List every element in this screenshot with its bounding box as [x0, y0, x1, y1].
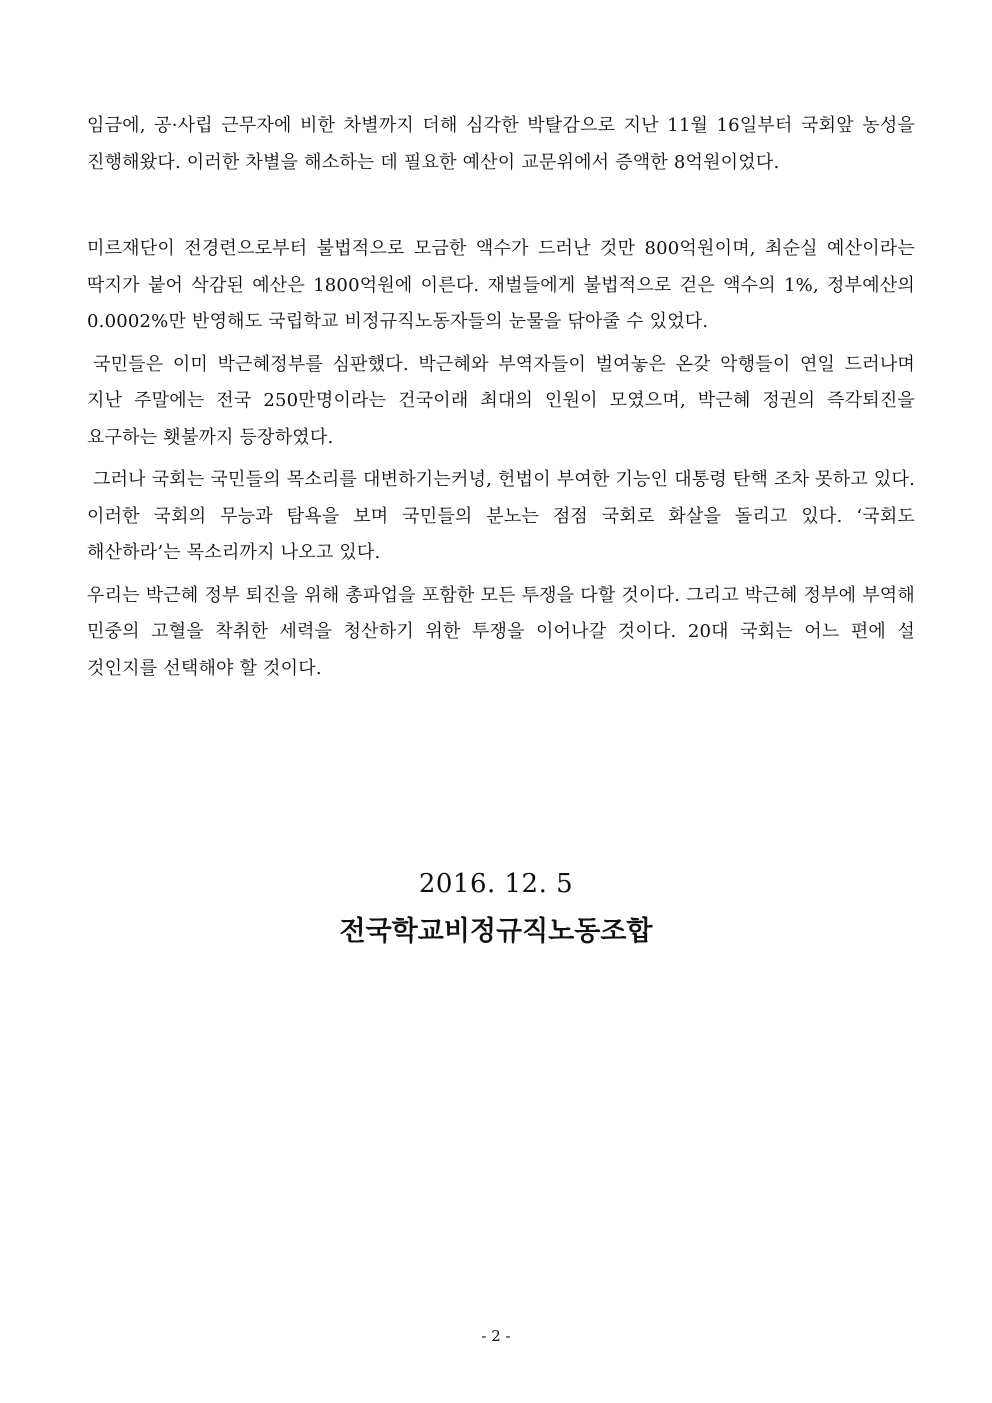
page-number: - 2 - — [481, 1327, 511, 1345]
paragraph-4: 그러나 국회는 국민들의 목소리를 대변하기는커녕, 헌법이 부여한 기능인 대통령 탄핵 조차 못하고 있다. 이러한 국회의 무능과 탐욕을 보며 국민들의 분노는 점점 국회로 화살을 돌리고 있다. ‘국회도 해산하라’는 목소리까지 나오고 있다. — [87, 469, 915, 563]
paragraph-3: 국민들은 이미 박근혜정부를 심판했다. 박근혜와 부역자들이 벌여놓은 온갖 악행들이 연일 드러나며 지난 주말에는 전국 250만명이라는 건국이래 최대의 인원이 모였으며, 박근혜 정권의 즉각퇴진을 요구하는 횃불까지 등장하였다. — [87, 353, 915, 448]
statement-date: 2016. 12. 5 — [418, 869, 574, 899]
paragraph-2: 미르재단이 전경련으로부터 불법적으로 모금한 액수가 드러난 것만 800억원이며, 최순실 예산이라는 딱지가 붙어 삭감된 예산은 1800억원에 이른다. 재벌들에게 불법적으로 걷은 액수의 1%, 정부예산의 0.0002%만 반영해도 국립학교 비정규직노동자들의 눈물을 닦아줄 수 있었다. — [87, 238, 915, 332]
paragraph-1: 임금에, 공·사립 근무자에 비한 차별까지 더해 심각한 박탈감으로 지난 11월 16일부터 국회앞 농성을 진행해왔다. 이러한 차별을 해소하는 데 필요한 예산이 교문위에서 증액한 8억원이었다. — [87, 115, 915, 173]
paragraph-5: 우리는 박근혜 정부 퇴진을 위해 총파업을 포함한 모든 투쟁을 다할 것이다. 그리고 박근혜 정부에 부역해 민중의 고혈을 착취한 세력을 청산하기 위한 투쟁을 이어나갈 것이다. 20대 국회는 어느 편에 설 것인지를 선택해야 할 것이다. — [87, 584, 915, 679]
organization-name: 전국학교비정규직노동조합 — [339, 916, 653, 947]
statement-body — [87, 108, 915, 687]
